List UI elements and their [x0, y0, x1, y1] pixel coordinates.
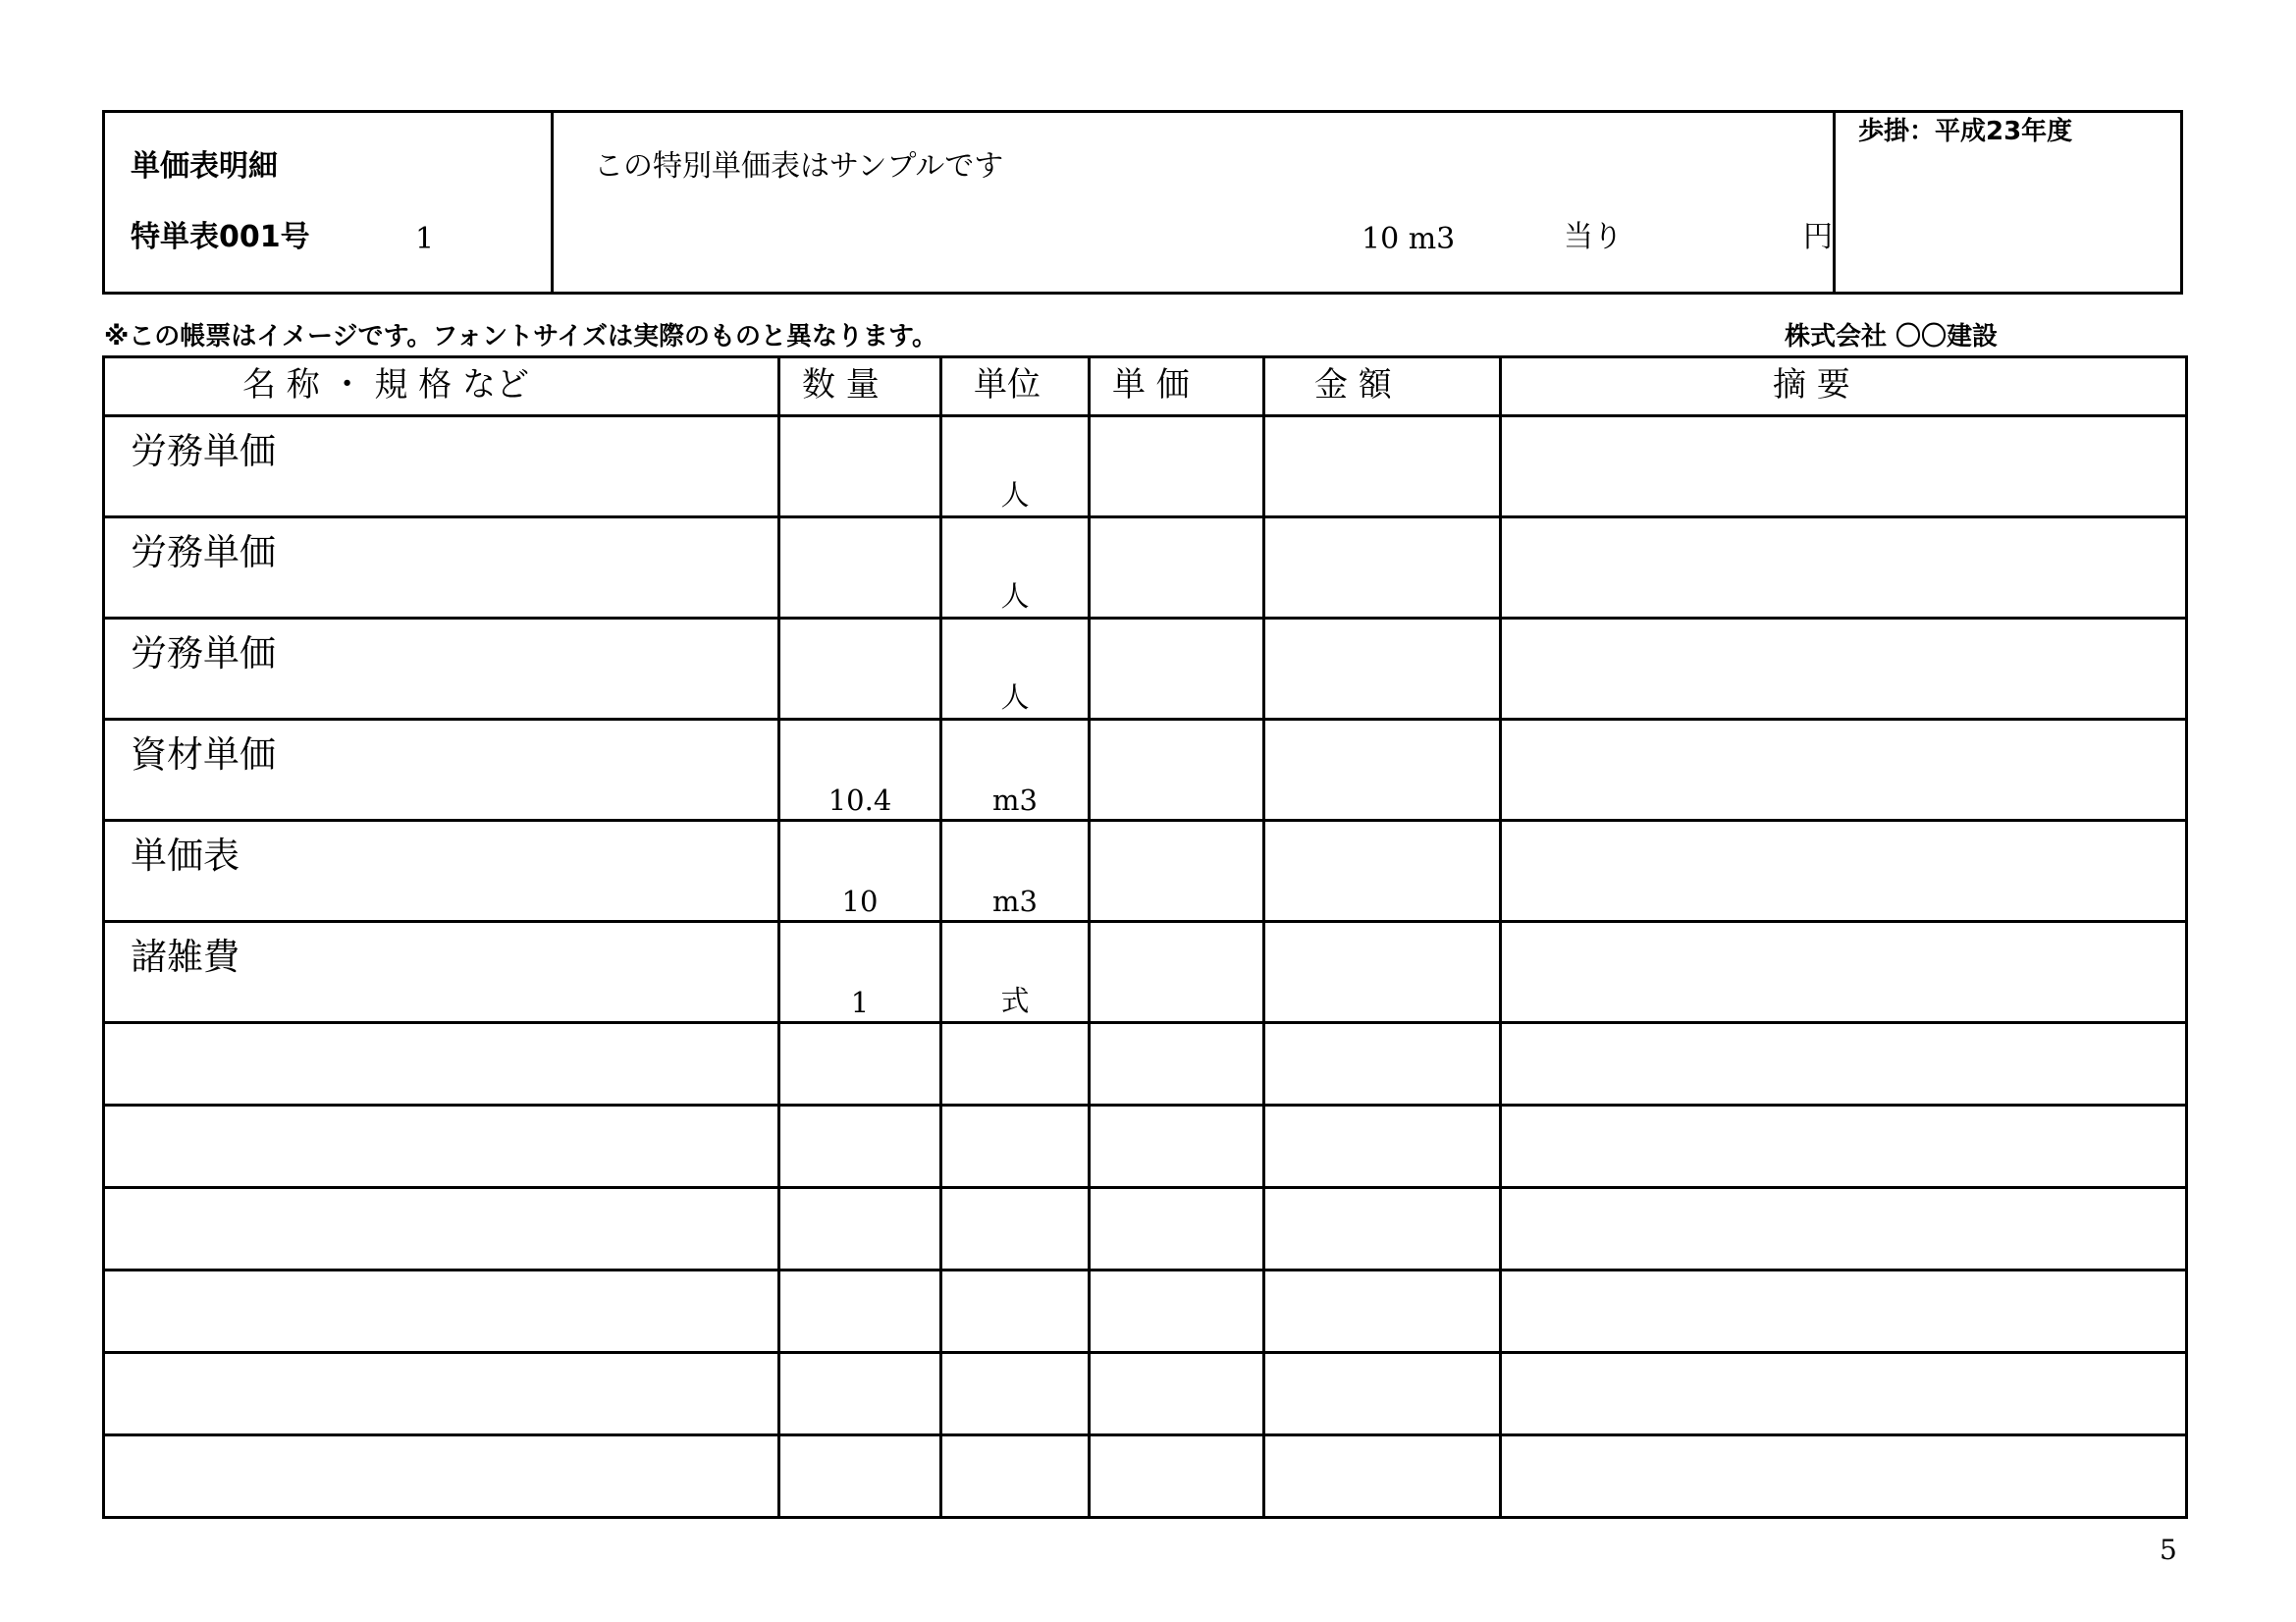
cell-price — [1090, 1023, 1264, 1106]
cell-name — [104, 1435, 779, 1518]
cell-qty — [779, 1271, 941, 1353]
form-note: ※この帳票はイメージです。フォントサイズは実際のものと異なります。 — [104, 322, 937, 351]
cell-remarks — [1501, 1106, 2187, 1188]
cell-name — [104, 1106, 779, 1188]
page-number: 5 — [2160, 1534, 2177, 1566]
cell-remarks — [1501, 1435, 2187, 1518]
cell-amount — [1264, 416, 1501, 517]
cell-unit — [941, 1023, 1090, 1106]
cell-remarks — [1501, 922, 2187, 1023]
doc-type-label: 単価表明細 — [131, 149, 278, 184]
cell-remarks — [1501, 416, 2187, 517]
cell-qty — [779, 1188, 941, 1271]
doc-description: この特別単価表はサンプルです — [594, 149, 1004, 184]
table-row-empty — [104, 1106, 2187, 1188]
table-row-empty — [104, 1271, 2187, 1353]
cell-amount — [1264, 821, 1501, 922]
table-row-empty — [104, 1353, 2187, 1435]
cell-unit: m3 — [941, 720, 1090, 821]
cell-qty — [779, 619, 941, 720]
header-divider-1 — [551, 113, 554, 292]
doc-code-number: 1 — [415, 222, 435, 256]
currency-unit: 円 — [1803, 220, 1833, 254]
cell-price — [1090, 1188, 1264, 1271]
cell-price — [1090, 1271, 1264, 1353]
cell-name: 労務単価 — [104, 517, 779, 619]
table-row-empty — [104, 1023, 2187, 1106]
cell-unit — [941, 1188, 1090, 1271]
table-row — [104, 720, 2187, 821]
cell-qty — [779, 1353, 941, 1435]
unit-price-table — [102, 355, 2188, 1519]
cell-amount — [1264, 922, 1501, 1023]
col-header-amount: 金 額 — [1264, 357, 1501, 416]
cell-price — [1090, 720, 1264, 821]
table-row — [104, 821, 2187, 922]
cell-amount — [1264, 1271, 1501, 1353]
header-divider-2 — [1833, 113, 1836, 292]
cell-price — [1090, 416, 1264, 517]
cell-qty — [779, 1435, 941, 1518]
cell-unit: 人 — [941, 416, 1090, 517]
cell-amount — [1264, 720, 1501, 821]
cell-price — [1090, 922, 1264, 1023]
cell-unit: 式 — [941, 922, 1090, 1023]
cell-qty — [779, 1106, 941, 1188]
cell-unit — [941, 1106, 1090, 1188]
table-row — [104, 619, 2187, 720]
col-header-remarks: 摘 要 — [1501, 357, 2187, 416]
table-row — [104, 922, 2187, 1023]
col-header-price: 単 価 — [1090, 357, 1264, 416]
cell-amount — [1264, 1353, 1501, 1435]
cell-name — [104, 1023, 779, 1106]
cell-name: 諸雑費 — [104, 922, 779, 1023]
cell-qty — [779, 517, 941, 619]
cell-qty: 10 — [779, 821, 941, 922]
col-header-unit: 単位 — [941, 357, 1090, 416]
cell-amount — [1264, 517, 1501, 619]
cell-remarks — [1501, 1353, 2187, 1435]
cell-qty: 10.4 — [779, 720, 941, 821]
cell-unit: 人 — [941, 517, 1090, 619]
cell-name — [104, 1353, 779, 1435]
col-header-name: 名 称 ・ 規 格 など — [104, 357, 779, 416]
cell-remarks — [1501, 1271, 2187, 1353]
cell-unit — [941, 1435, 1090, 1518]
cell-price — [1090, 619, 1264, 720]
rate-year: 歩掛：平成23年度 — [1858, 117, 2073, 146]
cell-qty — [779, 416, 941, 517]
cell-amount — [1264, 1023, 1501, 1106]
cell-amount — [1264, 1188, 1501, 1271]
cell-price — [1090, 1106, 1264, 1188]
cell-remarks — [1501, 1023, 2187, 1106]
cell-remarks — [1501, 821, 2187, 922]
table-row — [104, 416, 2187, 517]
table-row — [104, 517, 2187, 619]
cell-price — [1090, 821, 1264, 922]
table-header-row — [104, 357, 2187, 416]
cell-name: 労務単価 — [104, 619, 779, 720]
cell-remarks — [1501, 720, 2187, 821]
cell-unit — [941, 1271, 1090, 1353]
cell-price — [1090, 1353, 1264, 1435]
col-header-qty: 数 量 — [779, 357, 941, 416]
cell-qty: 1 — [779, 922, 941, 1023]
doc-code: 特単表001号 — [131, 220, 310, 254]
cell-name: 資材単価 — [104, 720, 779, 821]
header-box — [102, 110, 2183, 295]
company-name: 株式会社 〇〇建設 — [1785, 322, 1999, 351]
cell-remarks — [1501, 517, 2187, 619]
table-row-empty — [104, 1188, 2187, 1271]
cell-unit: m3 — [941, 821, 1090, 922]
cell-unit: 人 — [941, 619, 1090, 720]
cell-name: 単価表 — [104, 821, 779, 922]
per-quantity: 10 m3 — [1362, 222, 1456, 256]
cell-amount — [1264, 619, 1501, 720]
cell-name — [104, 1271, 779, 1353]
cell-amount — [1264, 1106, 1501, 1188]
table-row-empty — [104, 1435, 2187, 1518]
cell-price — [1090, 1435, 1264, 1518]
cell-price — [1090, 517, 1264, 619]
cell-unit — [941, 1353, 1090, 1435]
cell-qty — [779, 1023, 941, 1106]
cell-remarks — [1501, 1188, 2187, 1271]
per-label: 当り — [1564, 220, 1623, 254]
cell-amount — [1264, 1435, 1501, 1518]
cell-name — [104, 1188, 779, 1271]
cell-name: 労務単価 — [104, 416, 779, 517]
cell-remarks — [1501, 619, 2187, 720]
